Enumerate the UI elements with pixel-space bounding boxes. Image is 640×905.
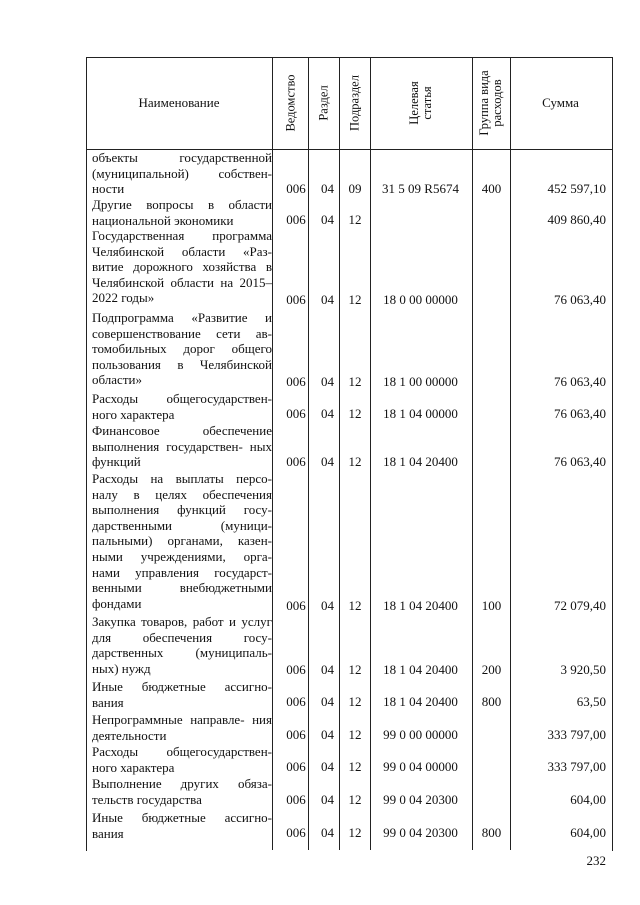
row-podrazdel: 09 [348, 181, 362, 196]
row-podrazdel: 12 [348, 454, 362, 469]
row-vedomstvo: 006 [286, 212, 306, 227]
row-vedomstvo: 006 [286, 454, 306, 469]
row-podrazdel: 12 [348, 792, 362, 807]
header-razdel: Раздел [316, 85, 331, 121]
row-name: Закупка товаров, работ и услуг для обеспечения госу- дарственных (муниципаль- ных) нужд [92, 614, 272, 676]
row-summa: 63,50 [576, 694, 606, 709]
header-gruppa-line1: Группа вида [477, 70, 491, 136]
row-gruppa: 200 [481, 662, 502, 677]
row-celevaya: 18 1 04 20400 [383, 694, 458, 709]
row-gruppa: 400 [481, 181, 502, 196]
row-celevaya: 99 0 00 00000 [383, 727, 458, 742]
row-podrazdel: 12 [348, 694, 362, 709]
page-number: 232 [586, 853, 606, 868]
row-razdel: 04 [321, 662, 334, 677]
row-podrazdel: 12 [348, 292, 362, 307]
row-razdel: 04 [321, 825, 334, 840]
row-summa: 604,00 [570, 792, 606, 807]
row-name: Непрограммные направле- ния деятельности [92, 712, 272, 743]
row-name: Расходы на выплаты персо- налу в целях обеспечения выполнения функций госу- дарственными (муници- пальными) органами, казен- ными учреждениями, орга- нами управления государст- венными внебюджетными фондами [92, 471, 272, 611]
row-podrazdel: 12 [348, 598, 362, 613]
header-summa: Сумма [542, 95, 579, 110]
row-podrazdel: 12 [348, 662, 362, 677]
row-vedomstvo: 006 [286, 406, 306, 421]
row-razdel: 04 [321, 212, 334, 227]
column-divider [272, 57, 273, 850]
header-gruppa-line2: расходов [490, 79, 504, 127]
row-name: Иные бюджетные ассигно- вания [92, 810, 272, 841]
row-celevaya: 31 5 09 R5674 [382, 181, 459, 196]
row-summa: 333 797,00 [547, 727, 606, 742]
row-summa: 76 063,40 [554, 406, 606, 421]
row-summa: 3 920,50 [560, 662, 606, 677]
row-summa: 76 063,40 [554, 292, 606, 307]
row-vedomstvo: 006 [286, 662, 306, 677]
row-razdel: 04 [321, 181, 334, 196]
row-vedomstvo: 006 [286, 694, 306, 709]
header-celevaya [408, 81, 434, 124]
row-celevaya: 99 0 04 20300 [383, 825, 458, 840]
row-name: объекты государственной (муниципальной) собствен- ности [92, 150, 272, 197]
row-razdel: 04 [321, 292, 334, 307]
row-podrazdel: 12 [348, 212, 362, 227]
row-gruppa: 800 [481, 825, 502, 840]
row-razdel: 04 [321, 454, 334, 469]
header-gruppa [478, 70, 504, 135]
header-celevaya-line1: Целевая [407, 81, 421, 125]
row-razdel: 04 [321, 792, 334, 807]
row-name: Расходы общегосударствен- ного характера [92, 391, 272, 422]
column-divider [472, 57, 473, 850]
row-celevaya: 18 1 04 20400 [383, 598, 458, 613]
row-razdel: 04 [321, 759, 334, 774]
row-razdel: 04 [321, 598, 334, 613]
row-vedomstvo: 006 [286, 598, 306, 613]
row-gruppa: 100 [481, 598, 502, 613]
row-vedomstvo: 006 [286, 825, 306, 840]
row-name: Другие вопросы в области национальной экономики [92, 197, 272, 228]
row-razdel: 04 [321, 727, 334, 742]
row-celevaya: 18 1 00 00000 [383, 374, 458, 389]
row-podrazdel: 12 [348, 374, 362, 389]
row-podrazdel: 12 [348, 406, 362, 421]
row-name: Иные бюджетные ассигно- вания [92, 679, 272, 710]
row-name: Расходы общегосударствен- ного характера [92, 744, 272, 775]
row-celevaya: 18 1 04 00000 [383, 406, 458, 421]
row-vedomstvo: 006 [286, 759, 306, 774]
row-summa: 333 797,00 [547, 759, 606, 774]
row-summa: 76 063,40 [554, 454, 606, 469]
row-podrazdel: 12 [348, 727, 362, 742]
row-podrazdel: 12 [348, 759, 362, 774]
row-summa: 409 860,40 [547, 212, 606, 227]
row-podrazdel: 12 [348, 825, 362, 840]
row-vedomstvo: 006 [286, 727, 306, 742]
row-celevaya: 18 1 04 20400 [383, 662, 458, 677]
header-name: Наименование [138, 95, 220, 110]
row-razdel: 04 [321, 694, 334, 709]
row-celevaya: 18 1 04 20400 [383, 454, 458, 469]
row-name: Выполнение других обяза- тельств государства [92, 776, 272, 807]
row-summa: 72 079,40 [554, 598, 606, 613]
row-vedomstvo: 006 [286, 292, 306, 307]
row-gruppa: 800 [481, 694, 502, 709]
header-celevaya-line2: статья [420, 86, 434, 120]
row-name: Государственная программа Челябинской области «Раз- витие дорожного хозяйства в Челябинской области на 2015–2022 годы» [92, 228, 272, 306]
row-celevaya: 99 0 04 00000 [383, 759, 458, 774]
row-vedomstvo: 006 [286, 374, 306, 389]
row-vedomstvo: 006 [286, 181, 306, 196]
row-name: Финансовое обеспечение выполнения государствен- ных функций [92, 423, 272, 470]
row-summa: 604,00 [570, 825, 606, 840]
row-name: Подпрограмма «Развитие и совершенствование сети ав- томобильных дорог общего пользования в Челябинской области» [92, 310, 272, 388]
row-celevaya: 18 0 00 00000 [383, 292, 458, 307]
row-summa: 452 597,10 [547, 181, 606, 196]
row-celevaya: 99 0 04 20300 [383, 792, 458, 807]
row-razdel: 04 [321, 374, 334, 389]
row-summa: 76 063,40 [554, 374, 606, 389]
row-vedomstvo: 006 [286, 792, 306, 807]
header-podrazdel: Подраздел [347, 75, 362, 131]
header-vedomstvo: Ведомство [283, 74, 298, 132]
row-razdel: 04 [321, 406, 334, 421]
